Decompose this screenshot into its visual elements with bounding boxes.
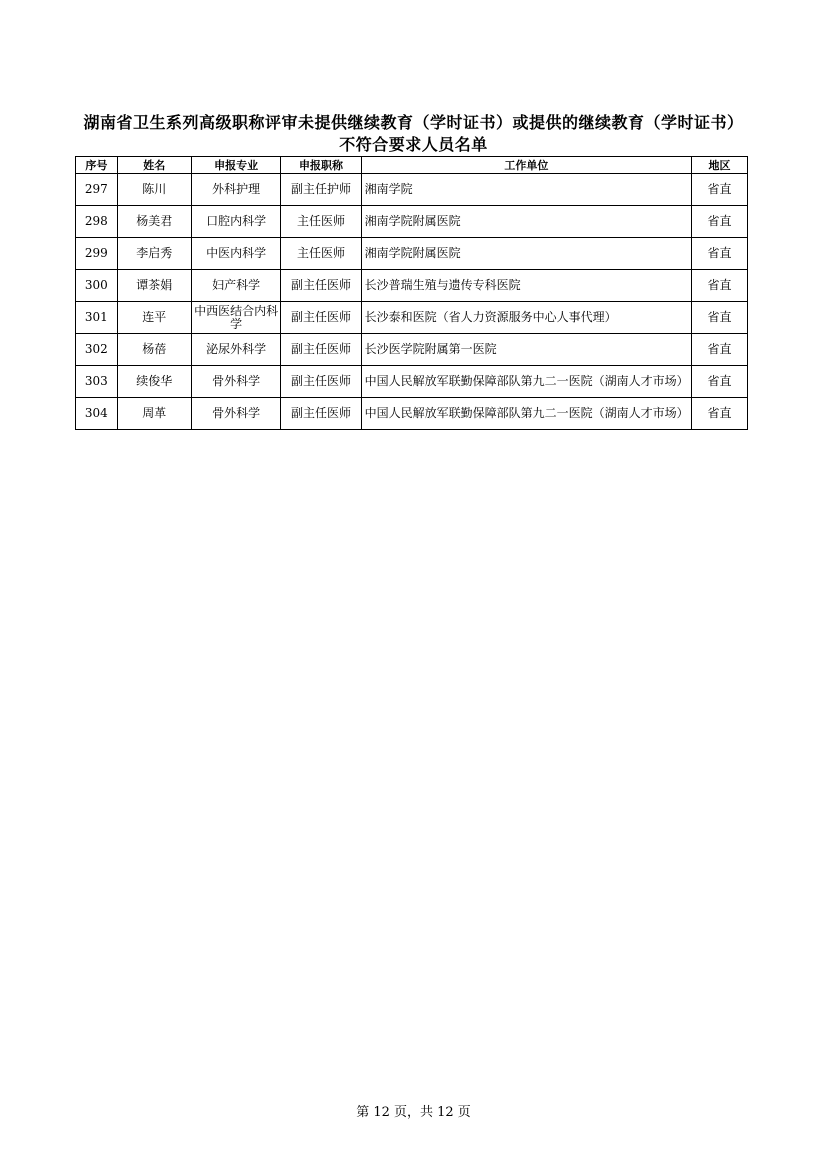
table-row: [76, 366, 748, 398]
cell-name: 连平: [117, 302, 191, 334]
table-header-row: [76, 157, 748, 174]
cell-serial-no: 299: [76, 238, 118, 270]
personnel-table: [75, 156, 748, 430]
table-row: [76, 334, 748, 366]
header-major: 申报专业: [191, 157, 280, 174]
cell-region: 省直: [692, 302, 748, 334]
page-footer: 第 12 页，共 12 页: [356, 1105, 471, 1120]
table-row: [76, 302, 748, 334]
cell-work-unit: 湘南学院附属医院: [361, 206, 691, 238]
cell-serial-no: 304: [76, 398, 118, 430]
table-row: [76, 270, 748, 302]
cell-name: 杨蓓: [117, 334, 191, 366]
cell-serial-no: 297: [76, 174, 118, 206]
cell-major: 外科护理: [191, 174, 280, 206]
cell-title: 副主任医师: [281, 366, 361, 398]
header-title: 申报职称: [281, 157, 361, 174]
cell-major: 骨外科学: [191, 366, 280, 398]
table-row: [76, 206, 748, 238]
cell-region: 省直: [692, 270, 748, 302]
table-row: [76, 238, 748, 270]
cell-major: 中医内科学: [191, 238, 280, 270]
cell-region: 省直: [692, 334, 748, 366]
cell-title: 主任医师: [281, 206, 361, 238]
cell-name: 周革: [117, 398, 191, 430]
cell-name: 陈川: [117, 174, 191, 206]
cell-major: 口腔内科学: [191, 206, 280, 238]
document-title-line1: 湖南省卫生系列高级职称评审未提供继续教育（学时证书）或提供的继续教育（学时证书）: [83, 113, 744, 132]
cell-title: 副主任医师: [281, 302, 361, 334]
cell-serial-no: 300: [76, 270, 118, 302]
cell-serial-no: 298: [76, 206, 118, 238]
table-row: [76, 174, 748, 206]
cell-work-unit: 湘南学院附属医院: [361, 238, 691, 270]
header-name: 姓名: [117, 157, 191, 174]
cell-title: 主任医师: [281, 238, 361, 270]
cell-title: 副主任护师: [281, 174, 361, 206]
header-region: 地区: [692, 157, 748, 174]
cell-serial-no: 303: [76, 366, 118, 398]
cell-serial-no: 301: [76, 302, 118, 334]
header-work-unit: 工作单位: [361, 157, 691, 174]
cell-name: 杨美君: [117, 206, 191, 238]
cell-name: 李启秀: [117, 238, 191, 270]
cell-work-unit: 长沙普瑞生殖与遗传专科医院: [361, 270, 691, 302]
header-serial-no: 序号: [76, 157, 118, 174]
cell-name: 谭茶娟: [117, 270, 191, 302]
cell-title: 副主任医师: [281, 398, 361, 430]
cell-work-unit: 长沙泰和医院（省人力资源服务中心人事代理）: [361, 302, 691, 334]
cell-serial-no: 302: [76, 334, 118, 366]
cell-work-unit: 湘南学院: [361, 174, 691, 206]
cell-region: 省直: [692, 174, 748, 206]
cell-region: 省直: [692, 238, 748, 270]
cell-major: 骨外科学: [191, 398, 280, 430]
cell-name: 续俊华: [117, 366, 191, 398]
cell-major: 妇产科学: [191, 270, 280, 302]
cell-work-unit: 中国人民解放军联勤保障部队第九二一医院（湖南人才市场）: [361, 366, 691, 398]
document-title-line2: 不符合要求人员名单: [339, 135, 488, 154]
cell-work-unit: 中国人民解放军联勤保障部队第九二一医院（湖南人才市场）: [361, 398, 691, 430]
table-row: [76, 398, 748, 430]
cell-region: 省直: [692, 398, 748, 430]
cell-title: 副主任医师: [281, 334, 361, 366]
cell-major: 中西医结合内科学: [191, 302, 280, 334]
cell-major: 泌尿外科学: [191, 334, 280, 366]
cell-title: 副主任医师: [281, 270, 361, 302]
cell-region: 省直: [692, 206, 748, 238]
cell-work-unit: 长沙医学院附属第一医院: [361, 334, 691, 366]
cell-region: 省直: [692, 366, 748, 398]
